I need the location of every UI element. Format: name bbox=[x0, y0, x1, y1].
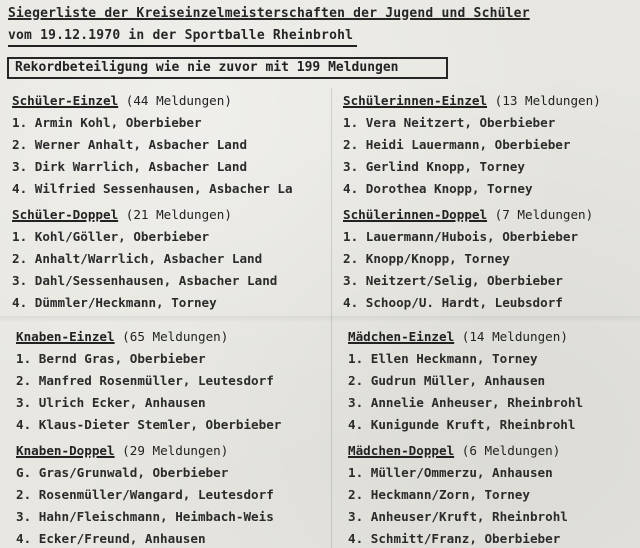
result-row: G. Gras/Grunwald, Oberbieber bbox=[16, 465, 229, 480]
result-row: 1. Bernd Gras, Oberbieber bbox=[16, 351, 206, 366]
result-row: 1. Lauermann/Hubois, Oberbieber bbox=[343, 229, 579, 244]
section-title bbox=[348, 440, 640, 462]
result-row: 3. Gerlind Knopp, Torney bbox=[343, 159, 525, 174]
section-title bbox=[12, 90, 330, 112]
result-row: 4. Wilfried Sessenhausen, Asbacher La bbox=[12, 181, 293, 196]
section-count: (7 Meldungen) bbox=[494, 207, 594, 222]
section-name: Schülerinnen-Einzel bbox=[343, 93, 488, 108]
result-row: 3. Dahl/Sessenhausen, Asbacher Land bbox=[12, 273, 278, 288]
result-row: 2. Werner Anhalt, Asbacher Land bbox=[12, 137, 248, 152]
fold-line bbox=[0, 316, 640, 322]
record-banner: Rekordbeteiligung wie nie zuvor mit 199 Meldungen bbox=[7, 57, 448, 79]
result-row: 1. Vera Neitzert, Oberbieber bbox=[343, 115, 556, 130]
section-count: (14 Meldungen) bbox=[461, 329, 568, 344]
section-title bbox=[16, 440, 328, 462]
section-name: Mädchen-Doppel bbox=[348, 443, 455, 458]
result-row: 3. Anheuser/Kruft, Rheinbrohl bbox=[348, 509, 568, 524]
result-row: 3. Neitzert/Selig, Oberbieber bbox=[343, 273, 563, 288]
result-row: 4. Kunigunde Kruft, Rheinbrohl bbox=[348, 417, 576, 432]
result-row: 4. Schoop/U. Hardt, Leubsdorf bbox=[343, 295, 563, 310]
section-schueler-einzel bbox=[12, 90, 330, 200]
section-name: Mädchen-Einzel bbox=[348, 329, 455, 344]
section-maedchen-einzel bbox=[348, 326, 640, 436]
result-row: 2. Heidi Lauermann, Oberbieber bbox=[343, 137, 571, 152]
header-title: Siegerliste der Kreiseinzelmeisterschaften der Jugend und Schüler bbox=[8, 6, 530, 21]
section-title bbox=[343, 90, 640, 112]
result-row: 4. Schmitt/Franz, Oberbieber bbox=[348, 531, 561, 546]
result-row: 2. Rosenmüller/Wangard, Leutesdorf bbox=[16, 487, 274, 502]
result-row: 3. Dirk Warrlich, Asbacher Land bbox=[12, 159, 248, 174]
section-count: (29 Meldungen) bbox=[122, 443, 229, 458]
section-knaben-einzel bbox=[16, 326, 328, 436]
result-row: 1. Armin Kohl, Oberbieber bbox=[12, 115, 202, 130]
result-row: 1. Ellen Heckmann, Torney bbox=[348, 351, 538, 366]
section-schuelerinnen-einzel bbox=[343, 90, 640, 200]
result-row: 3. Ulrich Ecker, Anhausen bbox=[16, 395, 206, 410]
section-title bbox=[12, 204, 330, 226]
header-subtitle: vom 19.12.1970 in der Sportballe Rheinbrohl bbox=[8, 27, 357, 47]
section-count: (44 Meldungen) bbox=[125, 93, 232, 108]
result-row: 2. Anhalt/Warrlich, Asbacher Land bbox=[12, 251, 263, 266]
result-row: 2. Gudrun Müller, Anhausen bbox=[348, 373, 546, 388]
section-title bbox=[343, 204, 640, 226]
result-row: 4. Dorothea Knopp, Torney bbox=[343, 181, 533, 196]
result-row: 2. Knopp/Knopp, Torney bbox=[343, 251, 510, 266]
result-row: 2. Manfred Rosenmüller, Leutesdorf bbox=[16, 373, 274, 388]
section-schuelerinnen-doppel bbox=[343, 204, 640, 314]
section-count: (6 Meldungen) bbox=[461, 443, 561, 458]
section-name: Knaben-Einzel bbox=[16, 329, 115, 344]
result-row: 1. Müller/Ommerzu, Anhausen bbox=[348, 465, 553, 480]
result-row: 4. Dümmler/Heckmann, Torney bbox=[12, 295, 217, 310]
document-header bbox=[8, 4, 638, 47]
section-name: Knaben-Doppel bbox=[16, 443, 115, 458]
section-name: Schülerinnen-Doppel bbox=[343, 207, 488, 222]
result-row: 2. Heckmann/Zorn, Torney bbox=[348, 487, 530, 502]
section-title bbox=[348, 326, 640, 348]
section-knaben-doppel bbox=[16, 440, 328, 548]
section-maedchen-doppel bbox=[348, 440, 640, 548]
section-count: (65 Meldungen) bbox=[122, 329, 229, 344]
result-row: 1. Kohl/Göller, Oberbieber bbox=[12, 229, 210, 244]
section-name: Schüler-Doppel bbox=[12, 207, 119, 222]
result-row: 4. Ecker/Freund, Anhausen bbox=[16, 531, 206, 546]
section-count: (13 Meldungen) bbox=[494, 93, 601, 108]
result-row: 3. Annelie Anheuser, Rheinbrohl bbox=[348, 395, 584, 410]
section-schueler-doppel bbox=[12, 204, 330, 314]
section-name: Schüler-Einzel bbox=[12, 93, 119, 108]
result-row: 4. Klaus-Dieter Stemler, Oberbieber bbox=[16, 417, 282, 432]
result-row: 3. Hahn/Fleischmann, Heimbach-Weis bbox=[16, 509, 274, 524]
section-count: (21 Meldungen) bbox=[125, 207, 232, 222]
section-title bbox=[16, 326, 328, 348]
